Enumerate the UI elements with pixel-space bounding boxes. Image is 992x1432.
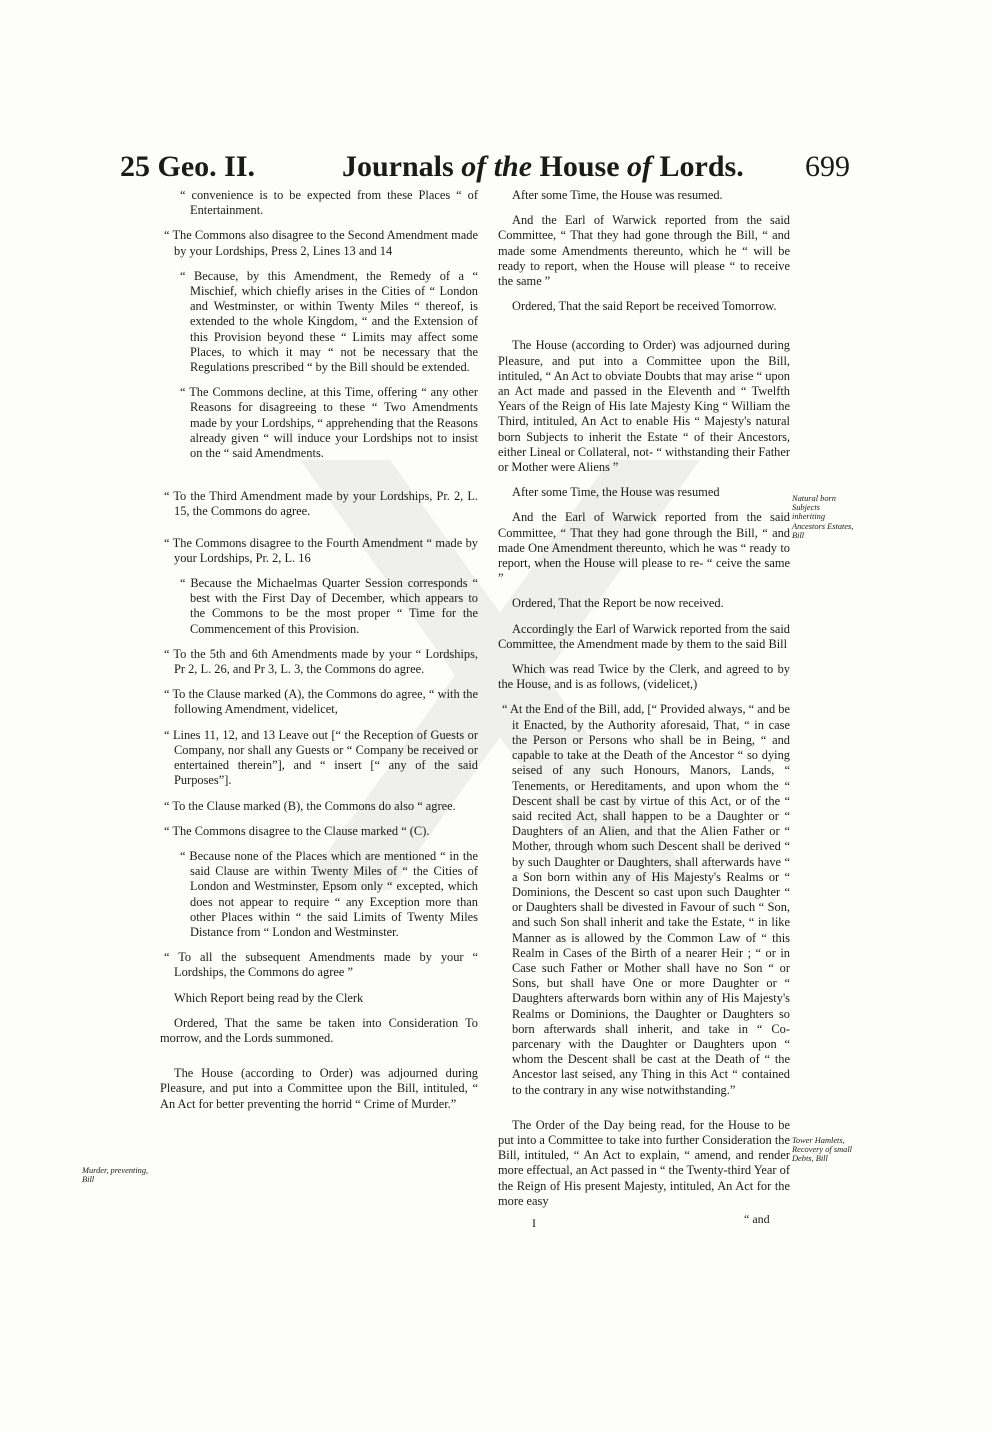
- ordered-paragraph: Ordered, That the Report be now received.: [512, 596, 724, 611]
- paragraph: Which was read Twice by the Clerk, and agreed to by the House, and is as follows, (videlicet,): [498, 662, 790, 692]
- paragraph: “ To the Clause marked (A), the Commons do agree, “ with the following Amendment, videlicet,: [164, 687, 478, 717]
- paragraph: “ To the Third Amendment made by your Lordships, Pr. 2, L. 15, the Commons do agree.: [164, 489, 478, 519]
- paragraph: “ Lines 11, 12, and 13 Leave out [“ the Reception of Guests or Company, nor shall any Guests or “ Company be received or entertained therein”], and “ insert [“ any of the said Purposes”].: [164, 727, 478, 788]
- catchword: “ and: [744, 1212, 770, 1226]
- ordered-paragraph: Ordered, That the said Report be received Tomorrow.: [512, 299, 777, 314]
- paragraph: “ Because none of the Places which are mentioned “ in the said Clause are within Twenty Miles of “ the Cities of London and Westminster, Epsom only “ excepted, which does not appear to require “ any Exception more than other Places within “ the said Limits of Twenty Miles Distance from “ London and Westminster.: [180, 848, 478, 939]
- running-header: [120, 150, 850, 190]
- title-word-lords: Lords.: [659, 150, 744, 183]
- signature-mark: I: [532, 1216, 536, 1230]
- paragraph: “ To the Clause marked (B), the Commons do also “ agree.: [164, 798, 456, 813]
- paragraph: After some Time, the House was resumed.: [512, 188, 723, 202]
- title-word-of: of: [619, 150, 660, 183]
- margin-note-natural-born: Natural born Subjects inheriting Ancestors Estates, Bill: [792, 494, 854, 540]
- regnal-year: 25 Geo. II.: [120, 150, 255, 183]
- title-word-journals: Journals: [342, 150, 454, 183]
- paragraph: “ The Commons disagree to the Fourth Amendment “ made by your Lordships, Pr. 2, L. 16: [164, 535, 478, 565]
- paragraph: And the Earl of Warwick reported from the said Committee, “ That they had gone through the Bill, “ and made One Amendment thereunto, which he was “ ready to report, when the House will please to re- “ ceive the same ”: [498, 510, 790, 586]
- paragraph: “ To the 5th and 6th Amendments made by your “ Lordships, Pr 2, L. 26, and Pr 3, L. 3, the Commons do agree.: [164, 646, 478, 677]
- margin-note-murder: Murder, preventing, Bill: [82, 1166, 149, 1185]
- paragraph: The House (according to Order) was adjourned during Pleasure, and put into a Committee upon the Bill, intituled, “ An Act to obviate Doubts that may arise “ upon an Act made and passed in the Eleventh and “ Twelfth Years of the Reign of His late Majesty King “ William the Third, intituled, An Act to enable His “ Majesty's natural born Subjects to inherit the Estate “ of their Ancestors, either Lineal or Collateral, not- “ withstanding their Father or Mother were Aliens ”: [498, 338, 790, 475]
- paragraph: “ To all the subsequent Amendments made by your “ Lordships, the Commons do agree ”: [164, 950, 478, 980]
- paragraph: “ At the End of the Bill, add, [“ Provided always, “ and be it Enacted, by the Authority aforesaid, That, “ in case the Person or Persons who shall be in Being, “ and capable to take at the Death of the Ancestor “ so dying seised of any such Honours, Manors, Lands, “ Tenements, or Hereditaments, and upon whom the “ Descent shall be cast by virtue of this Act, or of the “ said recited Act, shall happen to be a Daughter or “ Daughters of an Alien, and that the Alien Father or “ Mother, through whom such Descent shall be derived “ by such Daughter or Daughters, shall afterwards have “ a Son born within any of His Majesty's Realms or “ Dominions, the Descent so cast upon such Daughter “ or Daughters shall be divested in Favour of such “ Son, and such Son shall inherit and take the Estate, “ in like Manner as is allowed by the Common Law of “ this Realm in Cases of the Birth of a nearer Heir ; “ or in Case such Father or Mother shall have no Son “ or Sons, but shall have One or more Daughter or “ Daughters afterwards born within any of His Majesty's Realms or Dominions, the Daughter or Daughters so born afterwards shall inherit, and take in “ Co-parcenary with the Daughter or Daughters upon “ whom the Descent shall be cast at the Death of “ the Ancestor last seised, any Thing in this Act “ contained to the contrary in any wise notwithstanding.”: [502, 702, 790, 1097]
- right-column: [498, 188, 790, 1219]
- paragraph: “ Because the Michaelmas Quarter Session corresponds “ best with the First Day of December, which appears to the Commons to be the most proper “ Time for the Commencement of this Provision.: [180, 576, 478, 636]
- ordered-paragraph: Ordered, That the same be taken into Consideration To morrow, and the Lords summoned.: [160, 1015, 478, 1045]
- paragraph: “ The Commons disagree to the Clause marked “ (C).: [164, 823, 430, 838]
- paragraph: The Order of the Day being read, for the House to be put into a Committee to take into further Consideration the Bill, intituled, “ An Act to explain, “ amend, and render more effectual, an Act passed in “ the Twenty-third Year of the Reign of His present Majesty, intituled, An Act for the more easy: [498, 1117, 790, 1208]
- left-column: [160, 188, 478, 1122]
- journal-title: [342, 150, 744, 184]
- paragraph: “ The Commons also disagree to the Second Amendment made by your Lordships, Press 2, Lines 13 and 14: [164, 228, 478, 258]
- paragraph: After some Time, the House was resumed: [512, 485, 720, 500]
- title-word-house: House: [539, 150, 620, 183]
- title-word-of-the: of the: [453, 150, 540, 183]
- paragraph: “ convenience is to be expected from these Places “ of Entertainment.: [180, 188, 478, 218]
- paragraph: Which Report being read by the Clerk: [174, 990, 364, 1005]
- paragraph: And the Earl of Warwick reported from the said Committee, “ That they had gone through the Bill, “ and made some Amendments thereunto, which he “ will be ready to report, when the House will please “ to receive the same ”: [498, 213, 790, 289]
- paragraph: Accordingly the Earl of Warwick reported from the said Committee, the Amendment made by them to the said Bill: [498, 621, 790, 651]
- margin-note-tower-hamlets: Tower Hamlets, Recovery of small Debts, Bill: [792, 1136, 852, 1164]
- page-number: 699: [805, 150, 850, 183]
- paragraph: “ Because, by this Amendment, the Remedy of a “ Mischief, which chiefly arises in the Cities of “ London and Westminster, or within Twenty Miles “ thereof, is extended to the whole Kingdom, “ and the Extension of this Provision beyond these “ Limits may affect some Places, to which it may “ not be necessary that the Regulations prescribed “ by the Bill should be extended.: [180, 268, 478, 375]
- paragraph: The House (according to Order) was adjourned during Pleasure, and put into a Committee upon the Bill, intituled, “ An Act for better preventing the horrid “ Crime of Murder.”: [160, 1066, 478, 1111]
- paragraph: “ The Commons decline, at this Time, offering “ any other Reasons for disagreeing to these “ Two Amendments made by your Lordships, “ apprehending that the Reasons already given “ will induce your Lordships not to insist on the “ said Amendments.: [180, 385, 478, 461]
